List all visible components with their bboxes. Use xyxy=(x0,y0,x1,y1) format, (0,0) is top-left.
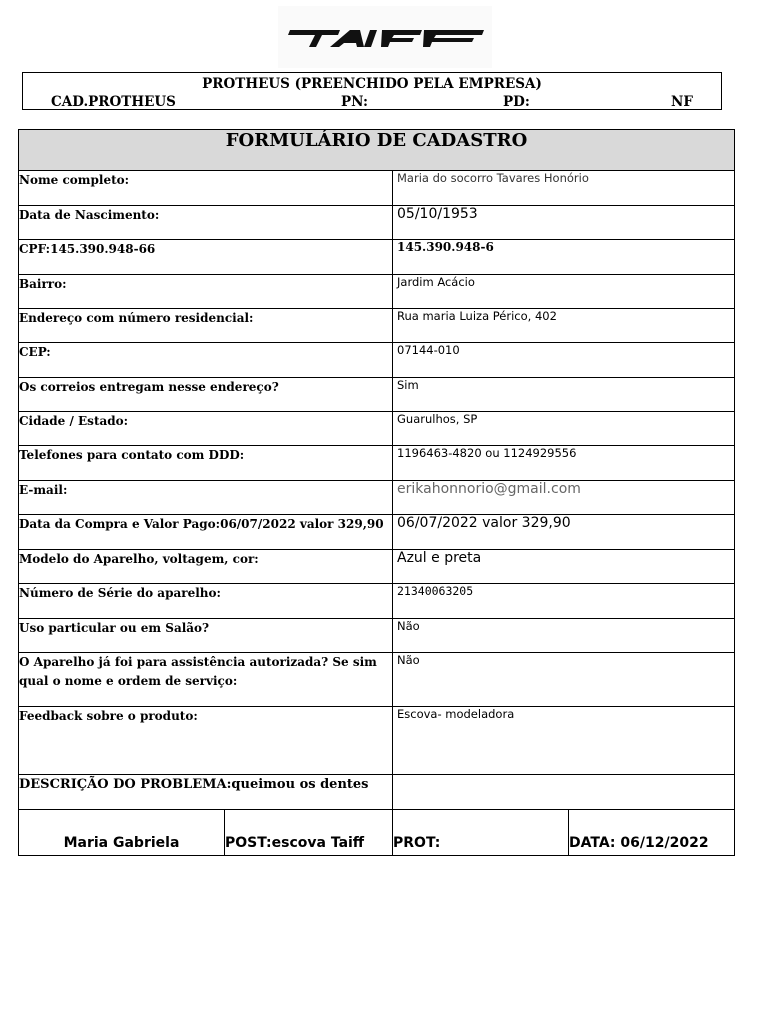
field-label: Cidade / Estado: xyxy=(19,412,393,446)
field-value: Sim xyxy=(397,378,419,392)
full-name-field[interactable] xyxy=(393,171,735,206)
field-value: Maria do socorro Tavares Honório xyxy=(397,171,589,185)
field-value: 06/07/2022 valor 329,90 xyxy=(397,515,571,531)
field-label: Modelo do Aparelho, voltagem, cor: xyxy=(19,550,393,584)
field-label: Os correios entregam nesse endereço? xyxy=(19,378,393,412)
prot-field: PROT: xyxy=(393,810,569,856)
taiff-logo xyxy=(278,6,492,68)
field-label: Bairro: xyxy=(19,275,393,309)
mail-delivery-field[interactable] xyxy=(393,378,735,412)
field-label: O Aparelho já foi para assistência autorizada? Se sim qual o nome e ordem de serviço: xyxy=(19,653,393,707)
feedback-field[interactable] xyxy=(393,707,735,775)
form-row xyxy=(19,550,735,584)
purchase-date-value-field[interactable] xyxy=(393,515,735,550)
field-value xyxy=(393,775,734,776)
phones-field[interactable] xyxy=(393,446,735,481)
date-field: DATA: 06/12/2022 xyxy=(569,810,735,856)
cep-field[interactable] xyxy=(393,343,735,378)
serial-number-field[interactable] xyxy=(393,584,735,619)
form-row xyxy=(19,206,735,240)
field-label: DESCRIÇÃO DO PROBLEMA:queimou os dentes xyxy=(19,775,393,810)
field-value: Escova- modeladora xyxy=(397,707,515,721)
field-label: CEP: xyxy=(19,343,393,378)
field-value: 07144-010 xyxy=(397,343,460,357)
field-value: 145.390.948-6 xyxy=(397,240,494,254)
field-value: Não xyxy=(397,653,420,667)
registration-form xyxy=(18,129,735,856)
device-model-field[interactable] xyxy=(393,550,735,584)
form-row xyxy=(19,707,735,775)
field-value: Rua maria Luiza Périco, 402 xyxy=(397,309,557,323)
form-row xyxy=(19,240,735,275)
field-label: Data de Nascimento: xyxy=(19,206,393,240)
field-value: 1196463-4820 ou 1124929556 xyxy=(397,446,577,460)
field-label: E-mail: xyxy=(19,481,393,515)
city-state-field[interactable] xyxy=(393,412,735,446)
footer-row xyxy=(19,810,735,856)
field-label: Nome completo: xyxy=(19,171,393,206)
protheus-title: PROTHEUS (PREENCHIDO PELA EMPRESA) xyxy=(202,76,542,92)
form-row xyxy=(19,275,735,309)
form-row xyxy=(19,378,735,412)
cad-protheus-label: CAD.PROTHEUS xyxy=(51,94,176,110)
nf-label: NF xyxy=(671,94,693,110)
form-row xyxy=(19,584,735,619)
field-value: Azul e preta xyxy=(397,550,482,566)
field-value: Guarulhos, SP xyxy=(397,412,478,426)
field-value: Jardim Acácio xyxy=(397,275,475,289)
taiff-logo-mark xyxy=(278,6,492,68)
field-label: Uso particular ou em Salão? xyxy=(19,619,393,653)
form-row xyxy=(19,515,735,550)
field-label: Endereço com número residencial: xyxy=(19,309,393,343)
birth-date-field[interactable] xyxy=(393,206,735,240)
form-row xyxy=(19,343,735,378)
field-label: Feedback sobre o produto: xyxy=(19,707,393,775)
form-row xyxy=(19,619,735,653)
form-row xyxy=(19,775,735,810)
form-row xyxy=(19,481,735,515)
form-row xyxy=(19,309,735,343)
pd-label: PD: xyxy=(503,94,530,110)
field-value: Não xyxy=(397,619,420,633)
form-row xyxy=(19,171,735,206)
form-row xyxy=(19,653,735,707)
field-label: Telefones para contato com DDD: xyxy=(19,446,393,481)
problem-description-field[interactable] xyxy=(393,775,735,810)
field-label: Número de Série do aparelho: xyxy=(19,584,393,619)
form-row xyxy=(19,446,735,481)
protheus-box xyxy=(22,72,722,110)
field-value: 21340063205 xyxy=(397,584,474,598)
post-field: POST:escova Taiff xyxy=(225,810,393,856)
neighborhood-field[interactable] xyxy=(393,275,735,309)
form-row xyxy=(19,412,735,446)
field-value: erikahonnorio@gmail.com xyxy=(397,481,581,497)
field-value: 05/10/1953 xyxy=(397,206,478,222)
usage-field[interactable] xyxy=(393,619,735,653)
field-label: CPF:145.390.948-66 xyxy=(19,240,393,275)
email-field[interactable] xyxy=(393,481,735,515)
authorized-service-field[interactable] xyxy=(393,653,735,707)
field-label: Data da Compra e Valor Pago:06/07/2022 valor 329,90 xyxy=(19,515,393,550)
address-field[interactable] xyxy=(393,309,735,343)
attendant-name: Maria Gabriela xyxy=(19,810,225,856)
pn-label: PN: xyxy=(341,94,368,110)
cpf-field[interactable] xyxy=(393,240,735,275)
form-title: FORMULÁRIO DE CADASTRO xyxy=(19,130,735,171)
